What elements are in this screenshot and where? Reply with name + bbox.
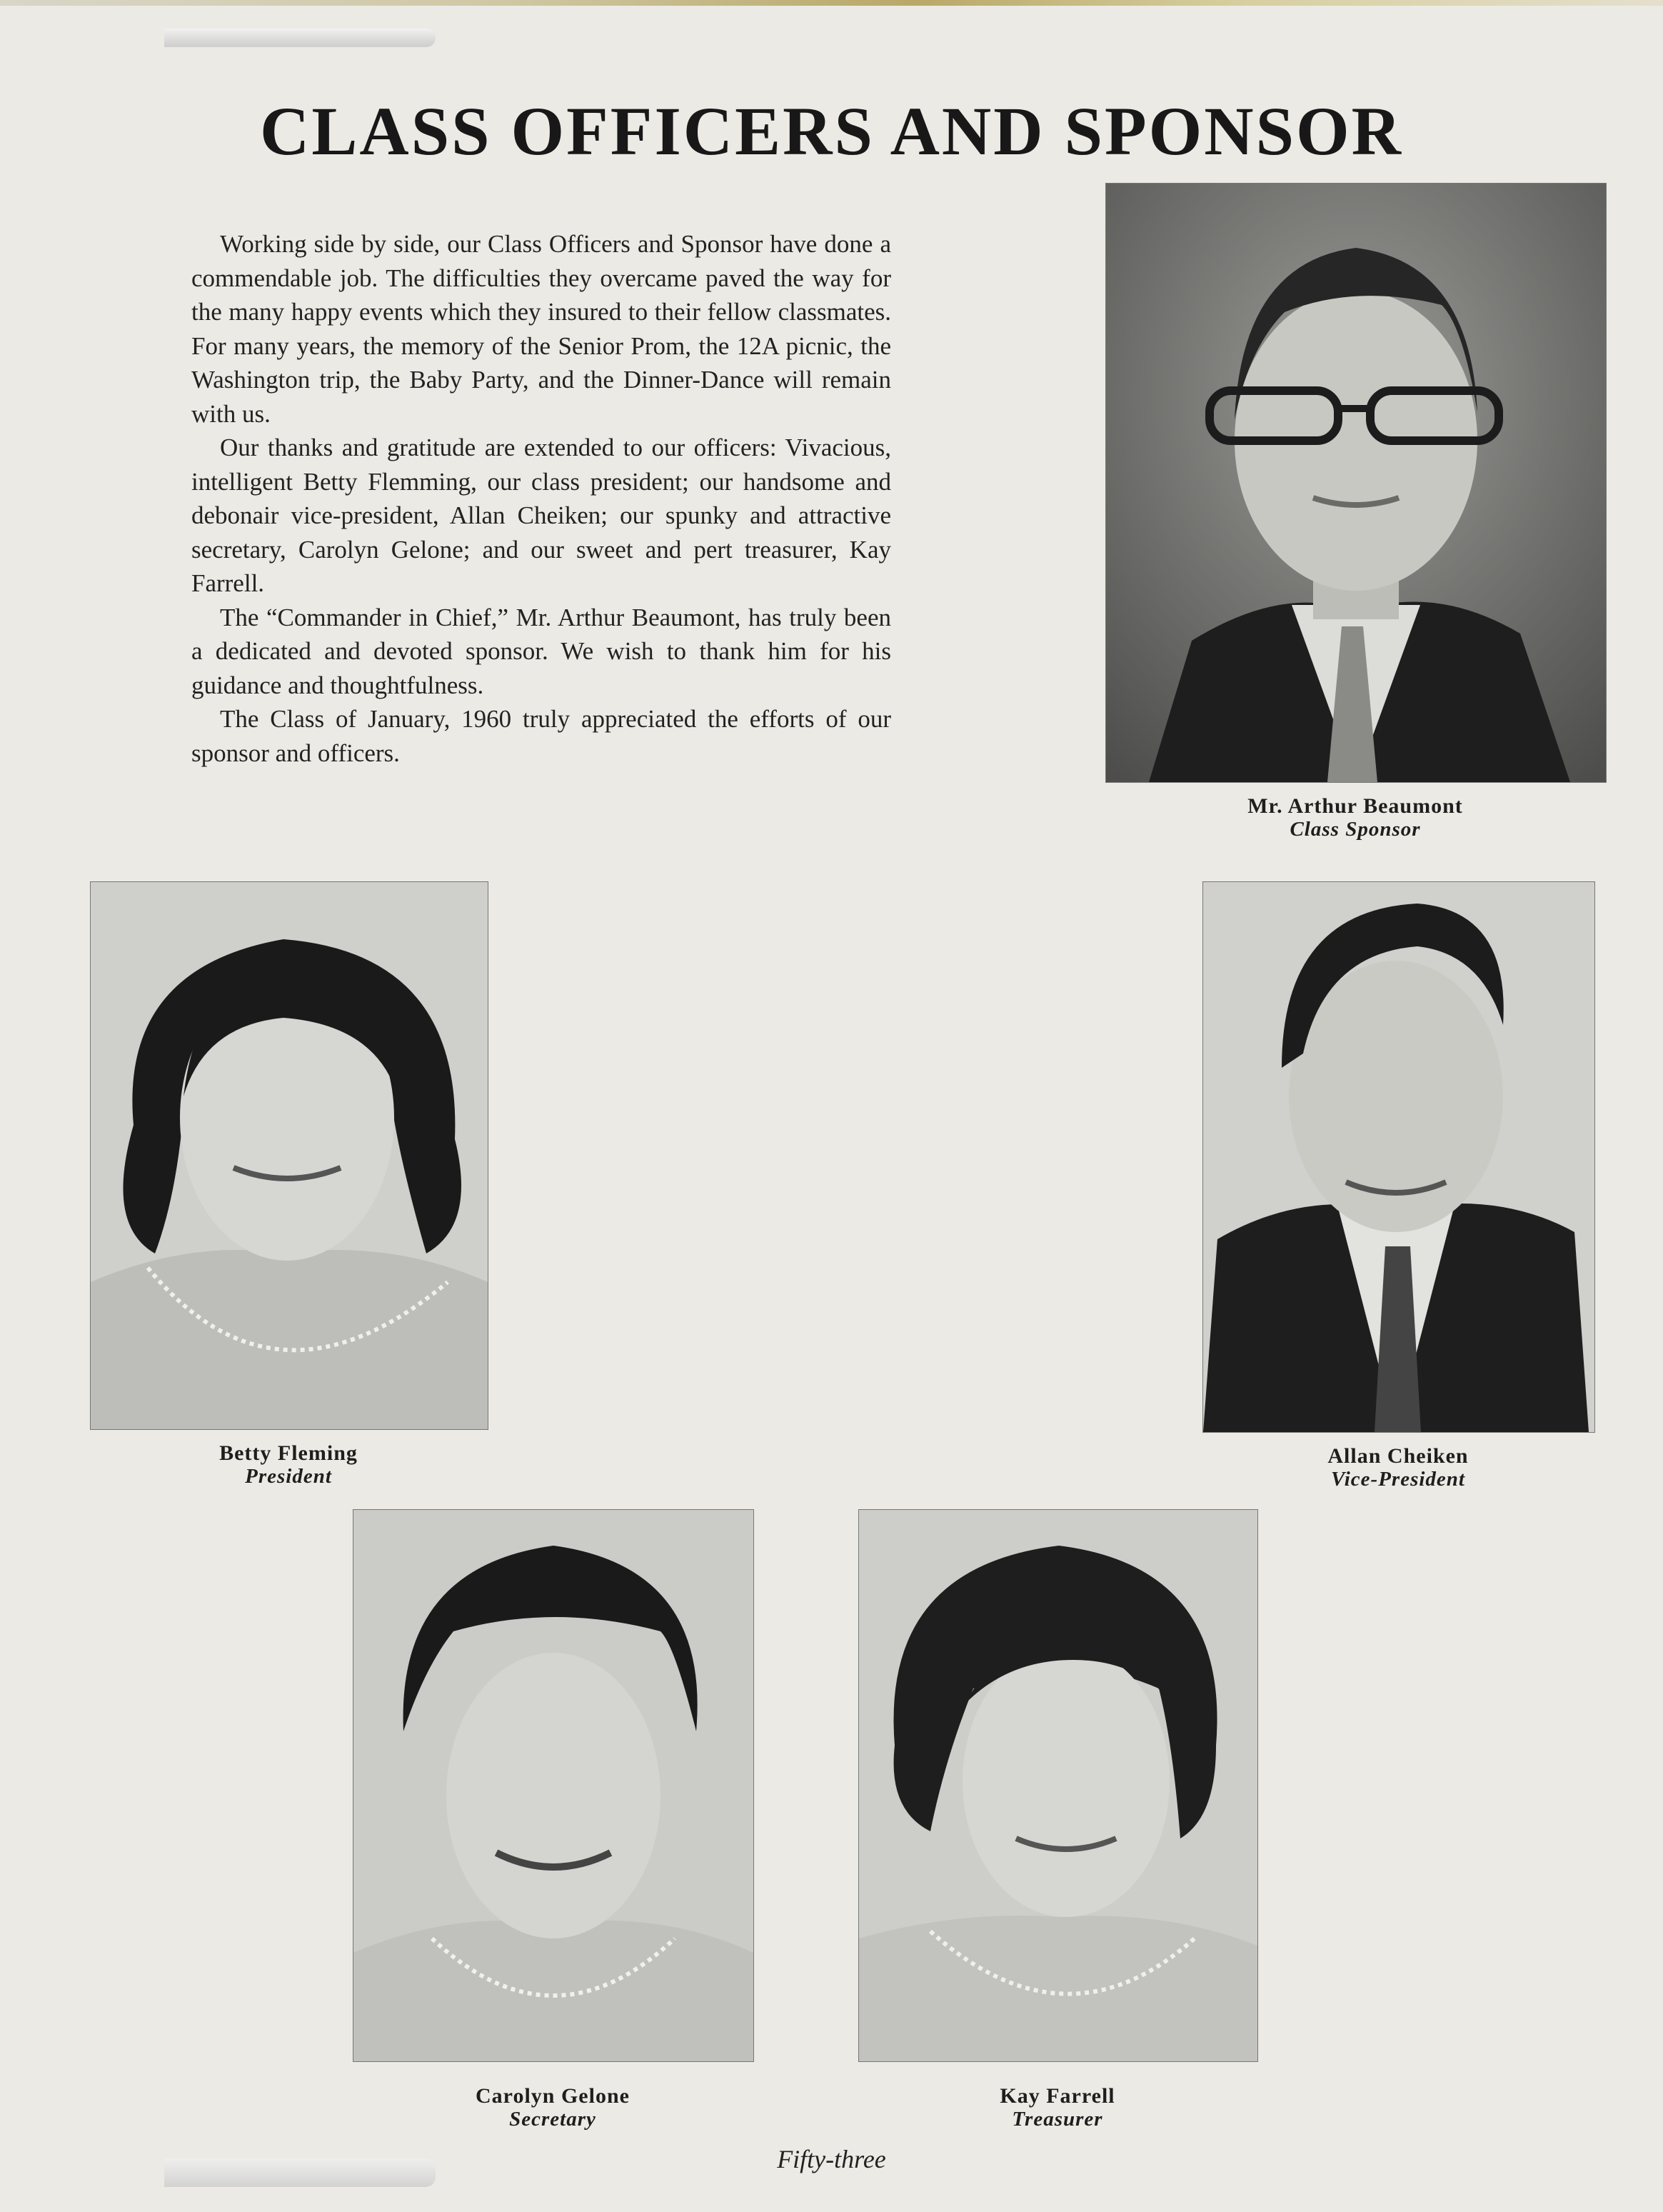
page-tab-top xyxy=(164,29,436,47)
sponsor-caption xyxy=(1105,795,1605,841)
page-title: CLASS OFFICERS AND SPONSOR xyxy=(260,93,1403,169)
sponsor-role: Class Sponsor xyxy=(1290,818,1421,841)
president-role: President xyxy=(245,1465,332,1488)
sponsor-portrait xyxy=(1105,183,1607,783)
secretary-portrait-image xyxy=(353,1510,753,2061)
vice-president-role: Vice-President xyxy=(1331,1468,1465,1491)
secretary-name: Carolyn Gelone xyxy=(476,2084,630,2108)
treasurer-role: Treasurer xyxy=(1012,2108,1103,2131)
vice-president-caption xyxy=(1202,1445,1594,1491)
intro-paragraph: Our thanks and gratitude are extended to our officers: Vivacious, intelligent Betty Flemming, our class president; our handsome and debonair vice-president, Allan Cheiken; our spunky and attractive secretary, Carolyn Gelone; and our sweet and pert treasurer, Kay Farrell. xyxy=(191,434,891,597)
treasurer-caption xyxy=(858,2085,1257,2131)
intro-text xyxy=(191,227,891,770)
intro-paragraph: The Class of January, 1960 truly appreciated the efforts of our sponsor and officers. xyxy=(191,705,891,767)
page-number: Fifty-three xyxy=(777,2145,886,2173)
intro-paragraph: The “Commander in Chief,” Mr. Arthur Beaumont, has truly been a dedicated and devoted sponsor. We wish to thank him for his guidance and thoughtfulness. xyxy=(191,603,891,699)
treasurer-name: Kay Farrell xyxy=(1000,2084,1115,2108)
vice-president-name: Allan Cheiken xyxy=(1327,1444,1469,1468)
secretary-caption xyxy=(353,2085,753,2131)
intro-paragraph: Working side by side, our Class Officers and Sponsor have done a commendable job. The difficulties they overcame paved the way for the many happy events which they insured to their fellow classmates. For many years, the memory of the Senior Prom, the 12A picnic, the Washington trip, the Baby Party, and the Dinner-Dance will remain with us. xyxy=(191,230,891,428)
president-name: Betty Fleming xyxy=(219,1441,358,1465)
sponsor-name: Mr. Arthur Beaumont xyxy=(1247,794,1463,818)
sponsor-portrait-image xyxy=(1106,184,1606,782)
treasurer-portrait xyxy=(858,1509,1258,2062)
vice-president-portrait-image xyxy=(1203,882,1594,1432)
president-caption xyxy=(90,1442,487,1488)
scan-edge xyxy=(0,0,1663,6)
treasurer-portrait-image xyxy=(859,1510,1257,2061)
secretary-role: Secretary xyxy=(509,2108,596,2131)
secretary-portrait xyxy=(353,1509,754,2062)
vice-president-portrait xyxy=(1202,881,1595,1433)
president-portrait-image xyxy=(91,882,488,1429)
president-portrait xyxy=(90,881,488,1430)
